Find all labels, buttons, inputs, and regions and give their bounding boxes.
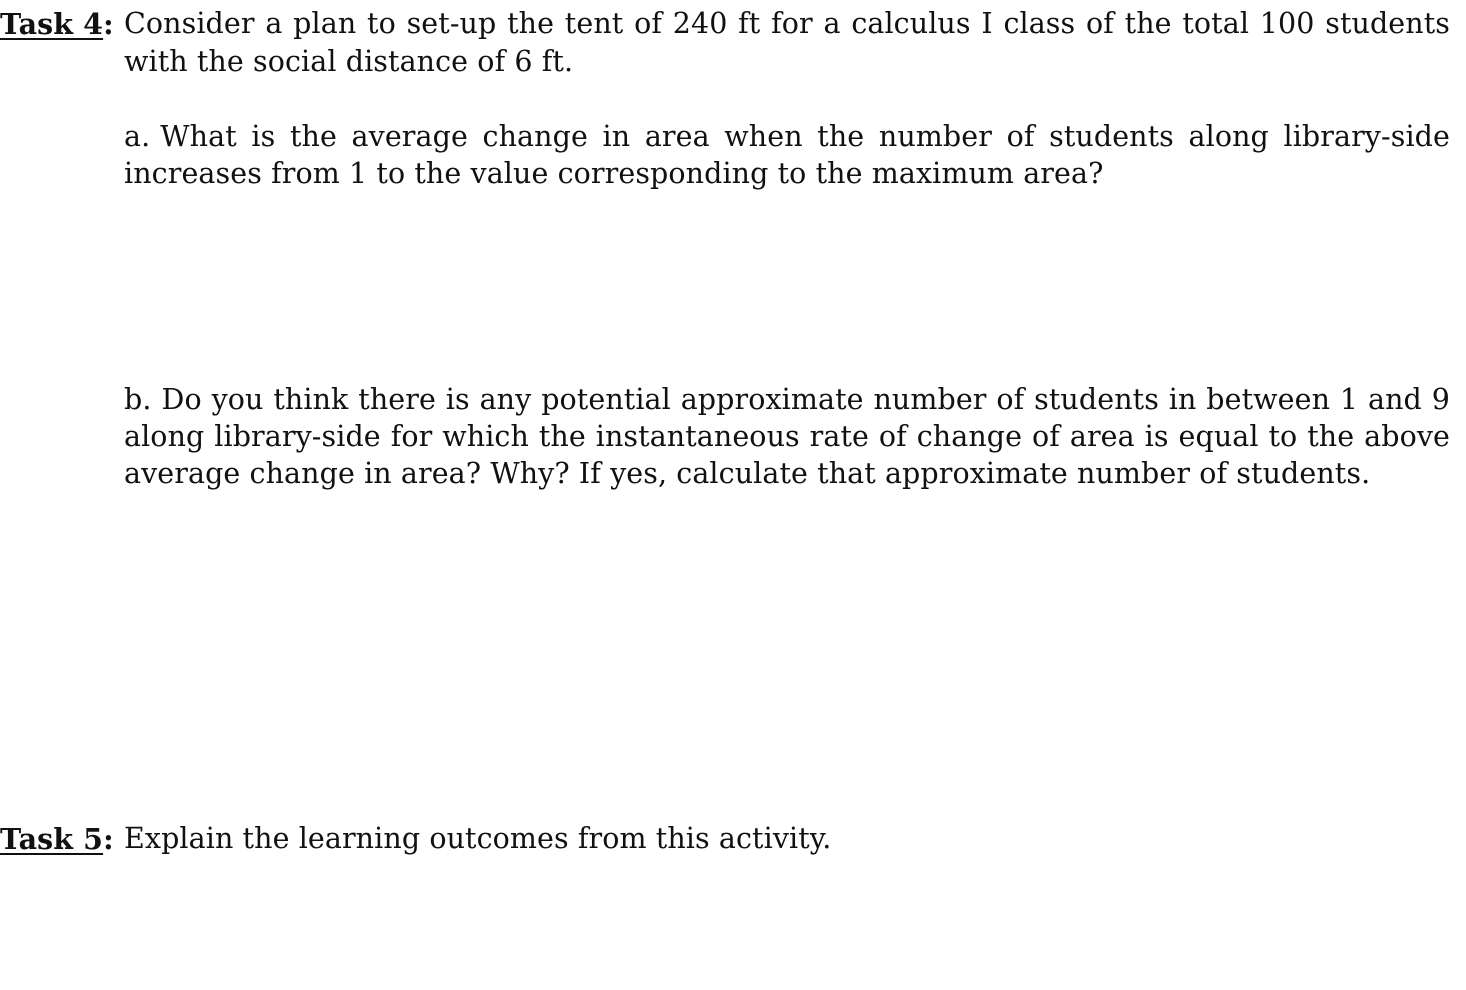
task-4-part-b-letter: b. bbox=[124, 383, 152, 416]
task-5-label-text: Task 5 bbox=[0, 822, 104, 856]
task-4-part-b-text: Do you think there is any potential approximate number of students in between 1 and 9 along library-side for which the instantaneous rate of change of area is equal to the above average change in area? Why? If yes, calculate that approximate number of students. bbox=[124, 383, 1450, 490]
task-4-row bbox=[0, 5, 1450, 81]
task-4-part-a-text: What is the average change in area when the number of students along library-side increases from 1 to the value corresponding to the maximum area? bbox=[124, 120, 1450, 190]
task-4-label-colon: : bbox=[103, 7, 114, 41]
task-5-row bbox=[0, 820, 1450, 858]
task-5-label bbox=[0, 820, 124, 858]
task-5-text: Explain the learning outcomes from this activity. bbox=[124, 822, 832, 855]
task-5-label-colon: : bbox=[103, 822, 114, 856]
task-5 bbox=[0, 820, 1450, 858]
task-4-part-a bbox=[124, 118, 1450, 192]
task-4-part-a-letter: a. bbox=[124, 120, 151, 153]
task-4-part-b bbox=[124, 381, 1450, 492]
task-4-text: Consider a plan to set-up the tent of 240 ft for a calculus I class of the total 100 students with the social distance of 6 ft. bbox=[124, 7, 1450, 78]
task-4-label-text: Task 4 bbox=[0, 7, 104, 41]
task-4 bbox=[0, 5, 1450, 81]
task-4-label bbox=[0, 5, 124, 43]
